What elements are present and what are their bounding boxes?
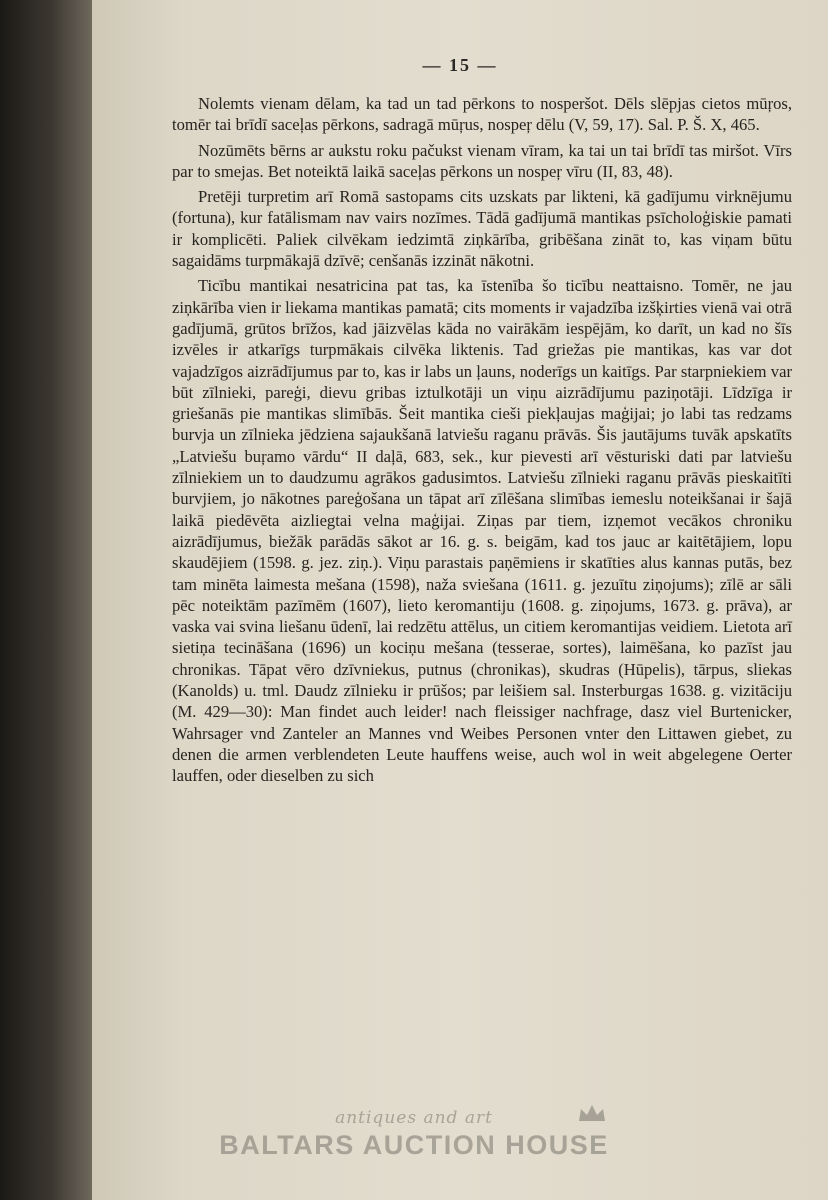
- paragraph-1: Nolemts vienam dēlam, ka tad un tad pērkons to nosperšot. Dēls slēpjas cietos mūŗos, tomēr tai brīdī saceļas pērkons, sadragā mūŗus, nospeŗ dēlu (V, 59, 17). Sal. P. Š. X, 465.: [172, 94, 792, 135]
- page-body: [172, 93, 792, 791]
- paragraph-3: Pretēji turpretim arī Romā sastopams cits uzskats par likteni, kā gadījumu virknējumu (fortuna), kur fatālismam nav vairs nozīmes. Tādā gadījumā mantikas psīcholoģiskie pamati ir komplicēti. Paliek cilvēkam iedzimtā ziņkārība, gribēšana zināt to, kas viņam būtu sagaidāms turpmākajā dzīvē; cenšanās izzināt nākotni.: [172, 187, 792, 271]
- watermark-tagline: antiques and art: [335, 1108, 493, 1128]
- crown-icon: [577, 1103, 607, 1123]
- watermark-brand: BALTARS AUCTION HOUSE: [219, 1130, 609, 1160]
- book-page: [92, 0, 828, 1200]
- book-gutter-shadow: [0, 0, 92, 1200]
- page-number: — 15 —: [422, 55, 498, 75]
- paragraph-4: Ticību mantikai nesatricina pat tas, ka īstenība šo ticību neattaisno. Tomēr, ne jau ziņkārība vien ir liekama mantikas pamatā; cits moments ir vajadzība izšķirties vienā vai otrā gadījumā, grūtos brīžos, kad jāizvēlas kāda no vairākām iespējām, ko darīt, un kad no šīs izvēles ir atkarīgs turpmākais cilvēka liktenis. Tad griežas pie mantikas, kas var dot vajadzīgos aizrādījumus par to, kas ir labs un ļauns, noderīgs un kaitīgs. Par starpniekiem var būt zīlnieki, pareģi, dievu gribas iztulkotāji un viņu aizrādījumu paziņotāji. Līdzīga ir griešanās pie mantikas slimībās. Šeit mantika cieši piekļaujas maģijai; jo labi tas redzams burvja un zīlnieka jēdziena sajaukšanā latviešu raganu prāvās. Šis jautājums tuvāk apskatīts „Latviešu buŗamo vārdu“ II daļā, 683, sek., kur pievesti arī vēsturiski dati par latviešu zīlniekiem un to daudzumu agrākos gadusimtos. Latviešu zīlnieki raganu prāvās pieskaitīti burvjiem, jo nākotnes pareģošana un tāpat arī zīlēšana slimības iemeslu noteikšanai ir šajā laikā piedēvēta aizliegtai velna maģijai. Ziņas par tiem, izņemot vecākos chroniku aizrādījumus, biežāk parādās sākot ar 16. g. s. beigām, kad tos jauc ar kaitētājiem, lopu skaudējiem (1598. g. jez. ziņ.). Viņu parastais paņēmiens ir skatīties alus kannas putās, bez tam minēta laimesta mešana (1598), naža sviešana (1611. g. jezuītu ziņojums); zīlē ar sāli pēc noteiktām pazīmēm (1607), lieto keromantiju (1608. g. ziņojums, 1673. g. prāva), ar vaska vai svina liešanu ūdenī, lai redzētu attēlus, un citiem keromantijas veidiem. Lietota arī sietiņa tecināšana (1696) un kociņu mešana (tesserae, sortes), laimēšana, ko pazīst jau chronikas. Tāpat vēro dzīvniekus, putnus (chronikas), skudras (Hūpelis), tārpus, sliekas (Kanolds) u. tml. Daudz zīlnieku ir prūšos; par leišiem sal. Insterburgas 1638. g. vizitāciju (M. 429—30): Man findet auch leider! nach fleissiger nachfrage, dasz viel Burtenicker, Wahrsager vnd Zanteler an Mannes vnd Weibes Personen vnter den Littawen giebet, zu denen die armen verblendeten Leute hauffens weise, auch wol in weit abgelegene Oerter lauffen, oder dieselben zu sich: [172, 276, 792, 786]
- paragraph-2: Nozūmēts bērns ar aukstu roku pačukst vienam vīram, ka tai un tai brīdī tas miršot. Vīrs par to smejas. Bet noteiktā laikā saceļas pērkons un nospeŗ vīru (II, 83, 48).: [172, 140, 792, 181]
